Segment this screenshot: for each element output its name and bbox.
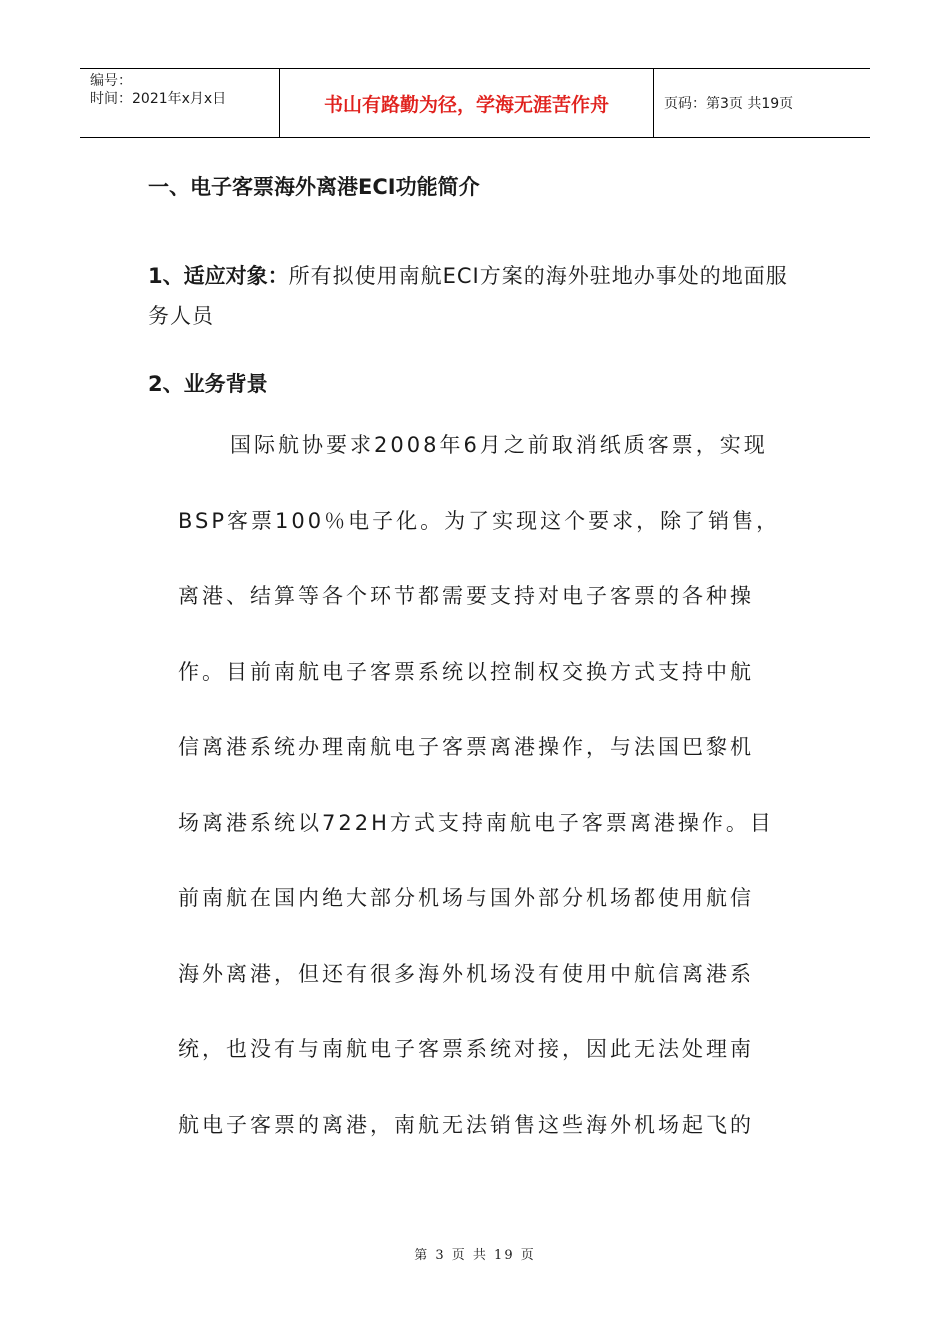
item-applicable-audience	[148, 256, 808, 336]
number-label: 编号：	[90, 73, 132, 89]
paragraph-line: 前南航在国内绝大部分机场与国外部分机场都使用航信	[178, 886, 754, 910]
item1-label: 1、适应对象：	[148, 264, 289, 288]
paragraph-line: 作。目前南航电子客票系统以控制权交换方式支持中航	[178, 659, 754, 684]
item1-text: 所有拟使用南航ECI方案的海外驻地办事处的地面服务人员	[148, 264, 788, 328]
paragraph-line: BSP客票100％电子化。为了实现这个要求，除了销售，	[178, 508, 781, 533]
document-body	[148, 160, 808, 1163]
header-page-info: 页码：第3页 共19页	[664, 96, 794, 112]
item2-title: 2、业务背景	[148, 372, 268, 396]
page-footer: 第 3 页 共 19 页	[414, 1248, 536, 1263]
paragraph-line: 统，也没有与南航电子客票系统对接，因此无法处理南	[178, 1037, 754, 1061]
paragraph-line: 信离港系统办理南航电子客票离港操作，与法国巴黎机	[178, 735, 754, 759]
paragraph-line: 航电子客票的离港，南航无法销售这些海外机场起飞的	[178, 1112, 754, 1137]
page-header	[80, 68, 870, 138]
paragraph-line: 离港、结算等各个环节都需要支持对电子客票的各种操	[178, 584, 754, 608]
paragraph-line: 海外离港，但还有很多海外机场没有使用中航信离港系	[178, 961, 754, 986]
section-title: 一、电子客票海外离港ECI功能简介	[148, 175, 480, 199]
time-label: 时间：2021年x月x日	[90, 91, 227, 107]
header-motto: 书山有路勤为径，学海无涯苦作舟	[280, 69, 654, 137]
paragraph-line: 国际航协要求2008年6月之前取消纸质客票，实现	[230, 433, 768, 457]
background-paragraph	[178, 408, 808, 1163]
header-meta	[80, 69, 280, 137]
paragraph-line: 场离港系统以722H方式支持南航电子客票离港操作。目	[178, 810, 774, 835]
